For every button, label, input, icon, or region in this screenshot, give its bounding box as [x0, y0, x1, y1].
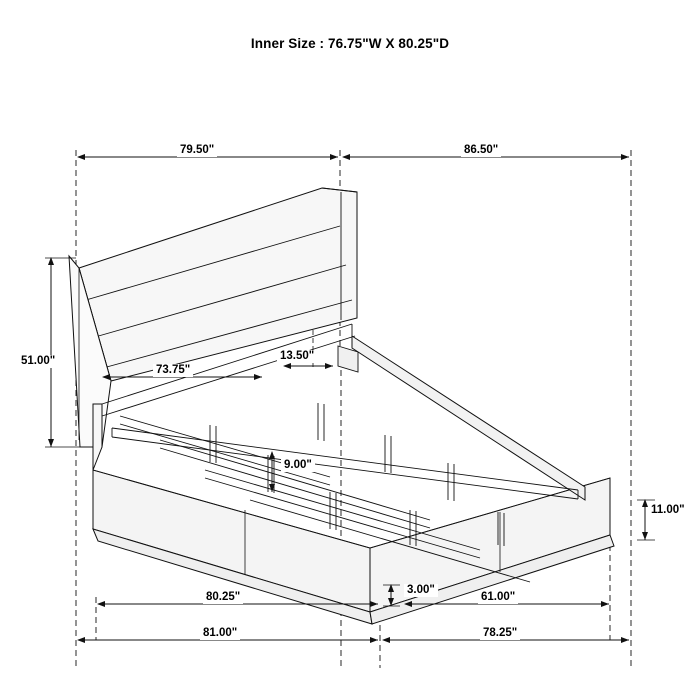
dimension-label-headboard-rail: 13.50"	[277, 350, 317, 363]
dimension-label-bottom-left: 80.25"	[203, 591, 243, 604]
dimension-label-outer-left: 81.00"	[200, 627, 240, 640]
dimension-label-left-height: 51.00"	[18, 355, 58, 368]
dimension-label-outer-right: 78.25"	[480, 627, 520, 640]
dimension-label-leg-height: 9.00"	[281, 459, 315, 472]
page-title: Inner Size : 76.75"W X 80.25"D	[250, 36, 450, 51]
dimension-label-top-left: 79.50"	[177, 144, 217, 157]
dimension-label-top-right: 86.50"	[461, 144, 501, 157]
dimension-label-bottom-small: 3.00"	[404, 584, 438, 597]
headboard-outline	[69, 188, 357, 447]
dimension-label-right-height: 11.00"	[648, 504, 688, 517]
dimension-label-panel-width: 73.75"	[153, 364, 193, 377]
dimension-label-bottom-right: 61.00"	[478, 591, 518, 604]
